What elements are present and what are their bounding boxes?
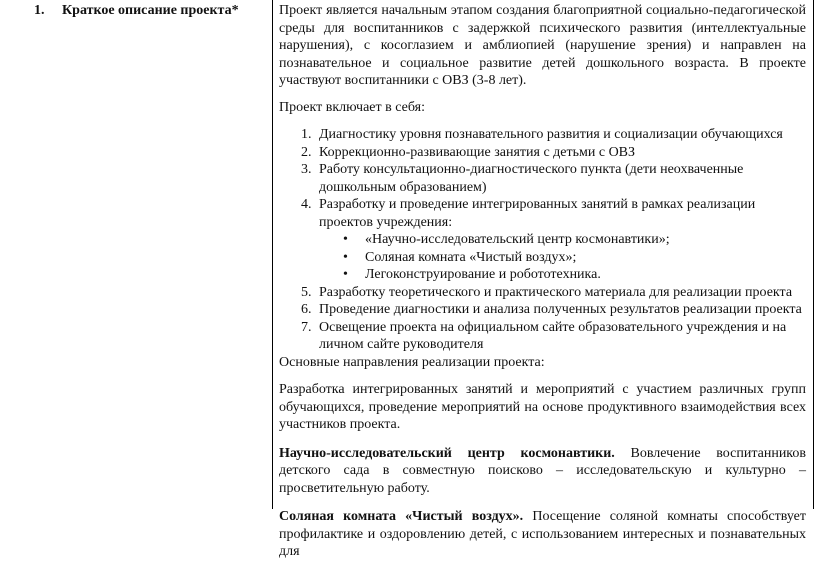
salt-room-paragraph: [279, 508, 806, 561]
salt-room-text: Посещение соляной комнаты способствует профилактике и оздоровлению детей, с использованием интересных и познавательных для: [279, 509, 807, 559]
includes-heading: Проект включает в себя:: [279, 99, 425, 115]
list-item: 4. Разработку и проведение интегрированных занятий в рамках реализации проектов учреждения: • «Научно-исследовательский центр космонавтики»; • Соляная комната «Чистый воздух»; • Легоконструирование и робототехника.: [315, 196, 806, 284]
cosmos-text: Вовлечение воспитанников детского сада в совместную поисково – исследовательскую и культурно – просветительную работу.: [279, 445, 807, 496]
section-title: Краткое описание проекта*: [62, 3, 239, 18]
sub-list-item: • Легоконструирование и робототехника.: [343, 267, 601, 282]
sub-list-item: • «Научно-исследовательский центр космонавтики»;: [343, 232, 670, 247]
list-item: 1. Диагностику уровня познавательного развития и социализации обучающихся: [315, 126, 806, 144]
salt-room-title: Соляная комната «Чистый воздух».: [279, 509, 524, 524]
bullet-icon: •: [343, 232, 348, 247]
project-description: [279, 2, 806, 561]
section-number: 1.: [34, 3, 45, 18]
list-item: 6. Проведение диагностики и анализа полученных результатов реализации проекта: [315, 301, 806, 319]
directions-paragraph: Разработка интегрированных занятий и мероприятий с участием различных групп обучающихся, проведение мероприятий на основе продуктивного взаимодействия всех участников проекта.: [279, 382, 806, 432]
list-item: 3. Работу консультационно-диагностического пункта (дети неохваченные дошкольным образованием): [315, 161, 806, 196]
list-item: 2. Коррекционно-развивающие занятия с детьми с ОВЗ: [315, 144, 806, 162]
table-right-cell: [273, 0, 814, 559]
sub-list-item: • Соляная комната «Чистый воздух»;: [343, 249, 577, 265]
table-left-cell: [0, 0, 273, 509]
bullet-icon: •: [343, 249, 348, 265]
section-heading: [34, 2, 239, 19]
project-components-list: [279, 126, 806, 354]
integrated-classes-list: [319, 231, 806, 284]
bullet-icon: •: [343, 267, 348, 282]
cosmos-title: Научно-исследовательский центр космонавтики.: [279, 445, 615, 461]
intro-paragraph: Проект является начальным этапом создания благоприятной социально-педагогической среды для воспитанников с задержкой психического развития (интеллектуальные нарушения), с косоглазием и амблиопией (нарушение зрения) и направлен на познавательное и социальное развитие детей дошкольного возраста. В проекте участвуют воспитанники с ОВЗ (3-8 лет).: [279, 3, 806, 88]
list-item: 5. Разработку теоретического и практического материала для реализации проекта: [315, 284, 806, 302]
list-item: 7. Освещение проекта на официальном сайте образовательного учреждения и на личном сайте руководителя: [315, 319, 806, 354]
directions-heading: Основные направления реализации проекта:: [279, 354, 545, 370]
cosmos-paragraph: [279, 445, 806, 498]
